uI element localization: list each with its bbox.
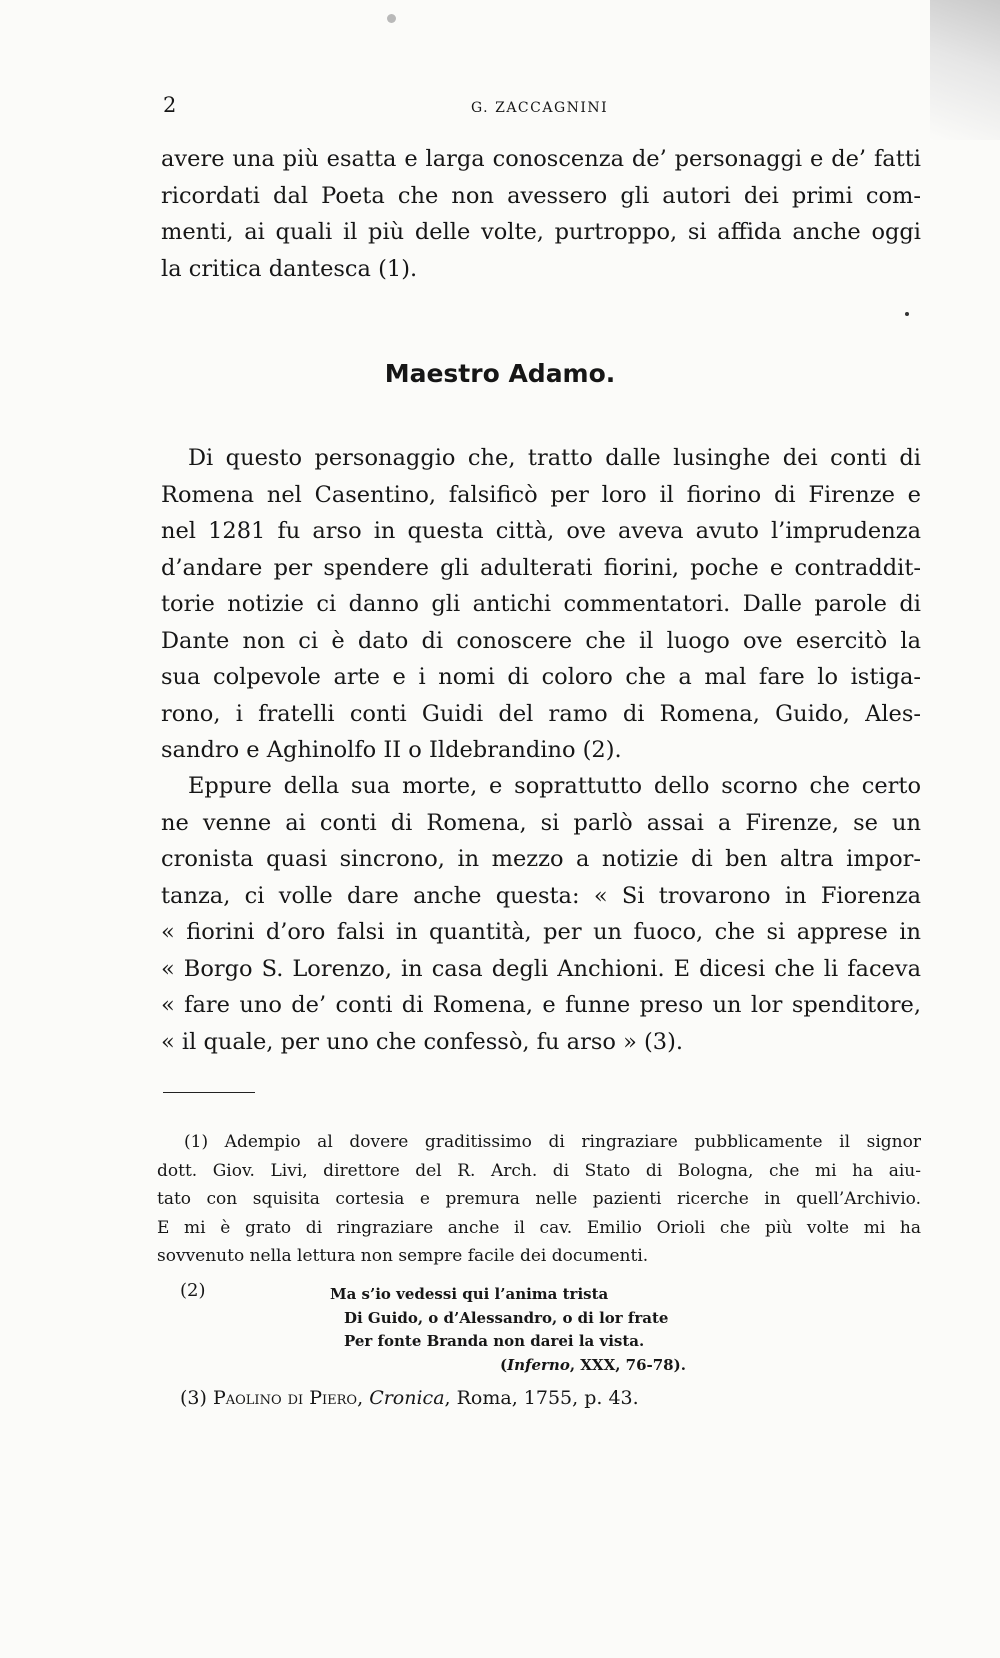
- text-line: sua colpevole arte e i nomi di coloro che a mal fare lo istiga-: [161, 664, 921, 690]
- intro-paragraph: [161, 141, 921, 287]
- scan-speck: [387, 14, 396, 23]
- text-line: torie notizie ci danno gli antichi commentatori. Dalle parole di: [161, 591, 921, 617]
- footnote-3: (3) Paolino di Piero, Cronica, Roma, 1755, p. 43.: [180, 1387, 639, 1409]
- citation-work: Inferno: [507, 1355, 570, 1374]
- text-line: ricordati dal Poeta che non avessero gli autori dei primi com-: [161, 182, 921, 209]
- text-line: « fiorini d’oro falsi in quantità, per un fuoco, che si apprese in: [161, 919, 921, 945]
- paragraph-1: [161, 440, 921, 769]
- text-line: Di questo personaggio che, tratto dalle lusinghe dei conti di: [188, 445, 921, 471]
- page-number: 2: [163, 93, 177, 117]
- footnote-3-rest: , Roma, 1755, p. 43.: [444, 1387, 639, 1409]
- footnote-3-author: Paolino di Piero: [212, 1387, 358, 1409]
- scan-speck: [905, 312, 909, 316]
- text-line: Romena nel Casentino, falsificò per loro il fiorino di Firenze e: [161, 481, 921, 508]
- text-line: cronista quasi sincrono, in mezzo a notizie di ben altra impor-: [161, 846, 921, 872]
- verse-line: Di Guido, o d’Alessandro, o di lor frate: [344, 1308, 669, 1327]
- footnote-1: [157, 1128, 921, 1271]
- paragraph-2: [161, 768, 921, 1060]
- footnote-3-label: (3): [180, 1387, 207, 1409]
- section-title: Maestro Adamo.: [384, 359, 616, 388]
- verse-line: Ma s’io vedessi qui l’anima trista: [330, 1285, 609, 1303]
- text-line: « fare uno de’ conti di Romena, e funne preso un lor spenditore,: [161, 992, 921, 1018]
- text-line: Eppure della sua morte, e soprattutto dello scorno che certo: [188, 773, 921, 799]
- footnote-line: E mi è grato di ringraziare anche il cav. Emilio Orioli che più volte mi ha: [157, 1217, 921, 1238]
- text-line: d’andare per spendere gli adulterati fiorini, poche e contraddit-: [161, 554, 921, 581]
- footnote-line: tato con squisita cortesia e premura nelle pazienti ricerche in quell’Archivio.: [157, 1189, 921, 1209]
- text-line: avere una più esatta e larga conoscenza de’ personaggi e de’ fatti: [161, 146, 921, 172]
- footnote-line: (1) Adempio al dovere graditissimo di ringraziare pubblicamente il signor: [184, 1132, 921, 1152]
- text-line: tanza, ci volle dare anche questa: « Si trovarono in Fiorenza: [161, 882, 921, 909]
- text-line: menti, ai quali il più delle volte, purtroppo, si affida anche oggi: [161, 219, 921, 245]
- footnote-3-work: Cronica: [369, 1387, 445, 1409]
- text-line: nel 1281 fu arso in questa città, ove aveva avuto l’imprudenza: [161, 518, 921, 544]
- text-line: la critica dantesca (1).: [161, 255, 418, 282]
- running-title: G. ZACCAGNINI: [471, 100, 609, 116]
- footnote-line: dott. Giov. Livi, direttore del R. Arch. di Stato di Bologna, che mi ha aiu-: [157, 1160, 921, 1181]
- text-line: rono, i fratelli conti Guidi del ramo di Romena, Guido, Ales-: [161, 700, 921, 727]
- footnote-line: sovvenuto nella lettura non sempre facile dei documenti.: [157, 1246, 649, 1266]
- citation-rest: , XXX, 76-78).: [569, 1355, 686, 1374]
- verse-line: Per fonte Branda non darei la vista.: [344, 1332, 645, 1350]
- text-line: sandro e Aghinolfo II o Ildebrandino (2).: [161, 737, 622, 763]
- text-line: « il quale, per uno che confessò, fu arso » (3).: [161, 1028, 684, 1055]
- text-line: « Borgo S. Lorenzo, in casa degli Anchioni. E dicesi che li faceva: [161, 955, 921, 982]
- scan-shadow: [930, 0, 1000, 140]
- text-line: ne venne ai conti di Romena, si parlò assai a Firenze, se un: [161, 809, 921, 836]
- text-line: Dante non ci è dato di conoscere che il luogo ove esercitò la: [161, 627, 921, 654]
- verse-citation: (Inferno, XXX, 76-78).: [500, 1355, 686, 1374]
- running-head: [163, 93, 918, 123]
- footnote-2-label: (2): [180, 1280, 206, 1301]
- footnote-2-verse: [330, 1283, 730, 1377]
- footnote-rule: [163, 1092, 255, 1093]
